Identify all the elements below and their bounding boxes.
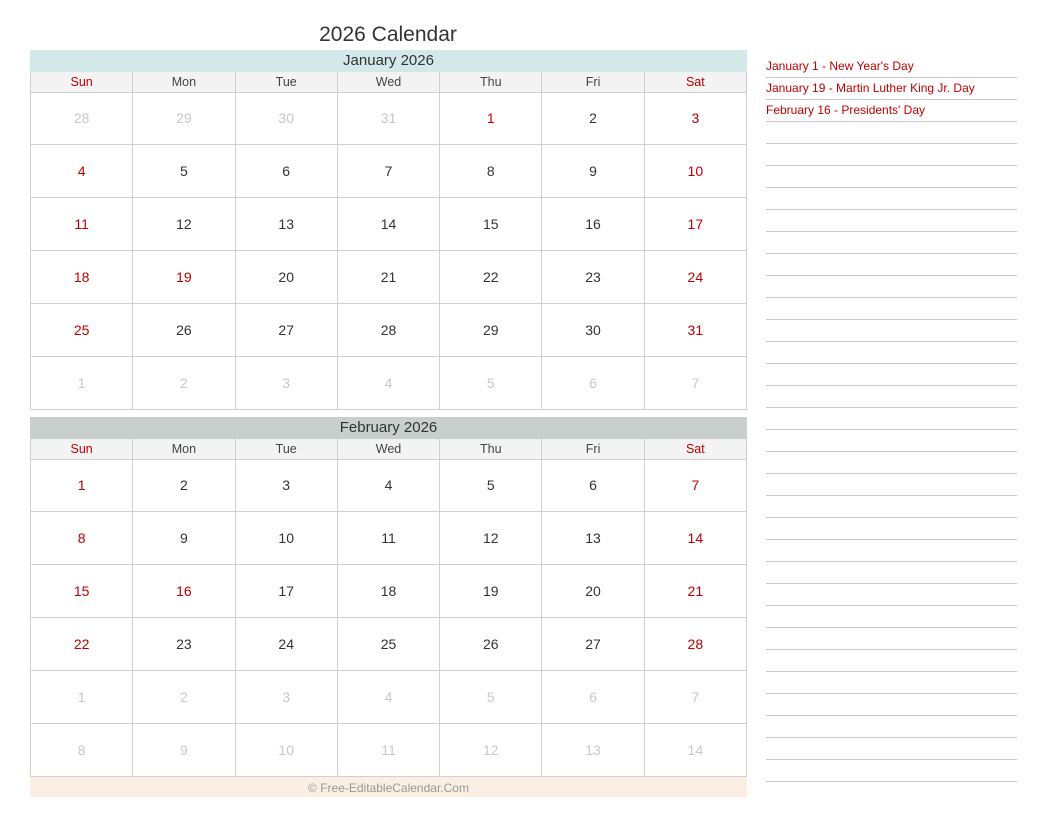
weekday-label: Thu	[440, 72, 542, 93]
day-cell: 4	[338, 459, 440, 512]
note-line	[766, 694, 1017, 716]
note-line	[766, 188, 1017, 210]
note-line	[766, 298, 1017, 320]
note-line	[766, 606, 1017, 628]
day-cell: 9	[133, 512, 235, 565]
day-cell: 14	[645, 512, 747, 565]
day-cell: 8	[31, 724, 133, 777]
note-line	[766, 474, 1017, 496]
note-line	[766, 232, 1017, 254]
note-line	[766, 210, 1017, 232]
note-line	[766, 672, 1017, 694]
day-cell: 2	[133, 459, 235, 512]
note-line	[766, 342, 1017, 364]
day-cell: 7	[338, 145, 440, 198]
day-cell: 7	[645, 357, 747, 410]
weekday-label: Sat	[645, 72, 747, 93]
day-cell: 7	[645, 459, 747, 512]
day-cell: 2	[133, 357, 235, 410]
day-cell: 7	[645, 671, 747, 724]
weekday-label: Wed	[338, 439, 440, 460]
day-cell: 10	[645, 145, 747, 198]
day-cell: 3	[236, 357, 338, 410]
note-line	[766, 386, 1017, 408]
note-line	[766, 144, 1017, 166]
day-cell: 23	[133, 618, 235, 671]
day-cell: 1	[440, 92, 542, 145]
day-cell: 12	[440, 724, 542, 777]
day-cell: 27	[542, 618, 644, 671]
note-line	[766, 122, 1017, 144]
holiday-entry: January 19 - Martin Luther King Jr. Day	[766, 78, 1017, 100]
day-cell: 25	[31, 304, 133, 357]
day-cell: 12	[133, 198, 235, 251]
day-cell: 8	[440, 145, 542, 198]
day-cell: 3	[236, 459, 338, 512]
day-cell: 5	[440, 671, 542, 724]
day-cell: 13	[542, 512, 644, 565]
holiday-entry: February 16 - Presidents' Day	[766, 100, 1017, 122]
note-line	[766, 650, 1017, 672]
day-cell: 16	[542, 198, 644, 251]
day-cell: 4	[338, 671, 440, 724]
day-cell: 17	[236, 565, 338, 618]
day-cell: 9	[133, 724, 235, 777]
day-cell: 30	[236, 92, 338, 145]
month-january	[30, 50, 747, 410]
day-cell: 11	[338, 512, 440, 565]
note-line	[766, 716, 1017, 738]
day-cell: 1	[31, 671, 133, 724]
holiday-notes	[766, 56, 1017, 782]
weekday-label: Tue	[236, 72, 338, 93]
day-cell: 6	[542, 357, 644, 410]
note-line	[766, 562, 1017, 584]
day-cell: 19	[440, 565, 542, 618]
month-header: February 2026	[30, 417, 747, 439]
day-cell: 24	[236, 618, 338, 671]
note-line	[766, 430, 1017, 452]
day-cell: 21	[338, 251, 440, 304]
weekday-label: Wed	[338, 72, 440, 93]
day-cell: 1	[31, 357, 133, 410]
day-cell: 14	[645, 724, 747, 777]
calendar-title: 2026 Calendar	[319, 23, 457, 46]
day-grid	[30, 459, 747, 777]
day-grid	[30, 92, 747, 410]
day-cell: 11	[338, 724, 440, 777]
note-line	[766, 364, 1017, 386]
day-cell: 8	[31, 512, 133, 565]
day-cell: 15	[31, 565, 133, 618]
weekday-label: Tue	[236, 439, 338, 460]
note-line	[766, 628, 1017, 650]
day-cell: 17	[645, 198, 747, 251]
day-cell: 2	[542, 92, 644, 145]
day-cell: 6	[542, 671, 644, 724]
note-line	[766, 496, 1017, 518]
day-cell: 28	[338, 304, 440, 357]
weekday-label: Fri	[542, 72, 644, 93]
day-cell: 5	[440, 357, 542, 410]
day-cell: 25	[338, 618, 440, 671]
weekday-label: Mon	[133, 72, 235, 93]
day-cell: 6	[542, 459, 644, 512]
holiday-entry: January 1 - New Year's Day	[766, 56, 1017, 78]
day-cell: 27	[236, 304, 338, 357]
note-line	[766, 738, 1017, 760]
day-cell: 29	[440, 304, 542, 357]
weekday-header-row	[30, 72, 747, 92]
day-cell: 26	[133, 304, 235, 357]
copyright-footer: © Free-EditableCalendar.Com	[30, 777, 747, 797]
day-cell: 10	[236, 724, 338, 777]
note-line	[766, 540, 1017, 562]
day-cell: 13	[236, 198, 338, 251]
note-line	[766, 584, 1017, 606]
day-cell: 29	[133, 92, 235, 145]
day-cell: 28	[645, 618, 747, 671]
day-cell: 6	[236, 145, 338, 198]
note-line	[766, 276, 1017, 298]
day-cell: 18	[338, 565, 440, 618]
day-cell: 20	[236, 251, 338, 304]
note-line	[766, 760, 1017, 782]
day-cell: 31	[338, 92, 440, 145]
weekday-label: Sun	[31, 72, 133, 93]
day-cell: 22	[440, 251, 542, 304]
weekday-label: Thu	[440, 439, 542, 460]
day-cell: 10	[236, 512, 338, 565]
day-cell: 23	[542, 251, 644, 304]
day-cell: 18	[31, 251, 133, 304]
day-cell: 22	[31, 618, 133, 671]
day-cell: 31	[645, 304, 747, 357]
day-cell: 13	[542, 724, 644, 777]
day-cell: 5	[133, 145, 235, 198]
day-cell: 9	[542, 145, 644, 198]
note-line	[766, 408, 1017, 430]
day-cell: 2	[133, 671, 235, 724]
month-february	[30, 417, 747, 777]
day-cell: 11	[31, 198, 133, 251]
month-header: January 2026	[30, 50, 747, 72]
day-cell: 20	[542, 565, 644, 618]
note-line	[766, 166, 1017, 188]
day-cell: 26	[440, 618, 542, 671]
weekday-label: Sun	[31, 439, 133, 460]
day-cell: 19	[133, 251, 235, 304]
day-cell: 21	[645, 565, 747, 618]
note-line	[766, 254, 1017, 276]
day-cell: 1	[31, 459, 133, 512]
weekday-header-row	[30, 439, 747, 459]
day-cell: 5	[440, 459, 542, 512]
day-cell: 28	[31, 92, 133, 145]
day-cell: 16	[133, 565, 235, 618]
day-cell: 3	[645, 92, 747, 145]
note-line	[766, 452, 1017, 474]
day-cell: 12	[440, 512, 542, 565]
weekday-label: Sat	[645, 439, 747, 460]
note-line	[766, 320, 1017, 342]
day-cell: 15	[440, 198, 542, 251]
day-cell: 4	[338, 357, 440, 410]
note-line	[766, 518, 1017, 540]
day-cell: 14	[338, 198, 440, 251]
day-cell: 3	[236, 671, 338, 724]
weekday-label: Fri	[542, 439, 644, 460]
day-cell: 30	[542, 304, 644, 357]
weekday-label: Mon	[133, 439, 235, 460]
day-cell: 4	[31, 145, 133, 198]
day-cell: 24	[645, 251, 747, 304]
